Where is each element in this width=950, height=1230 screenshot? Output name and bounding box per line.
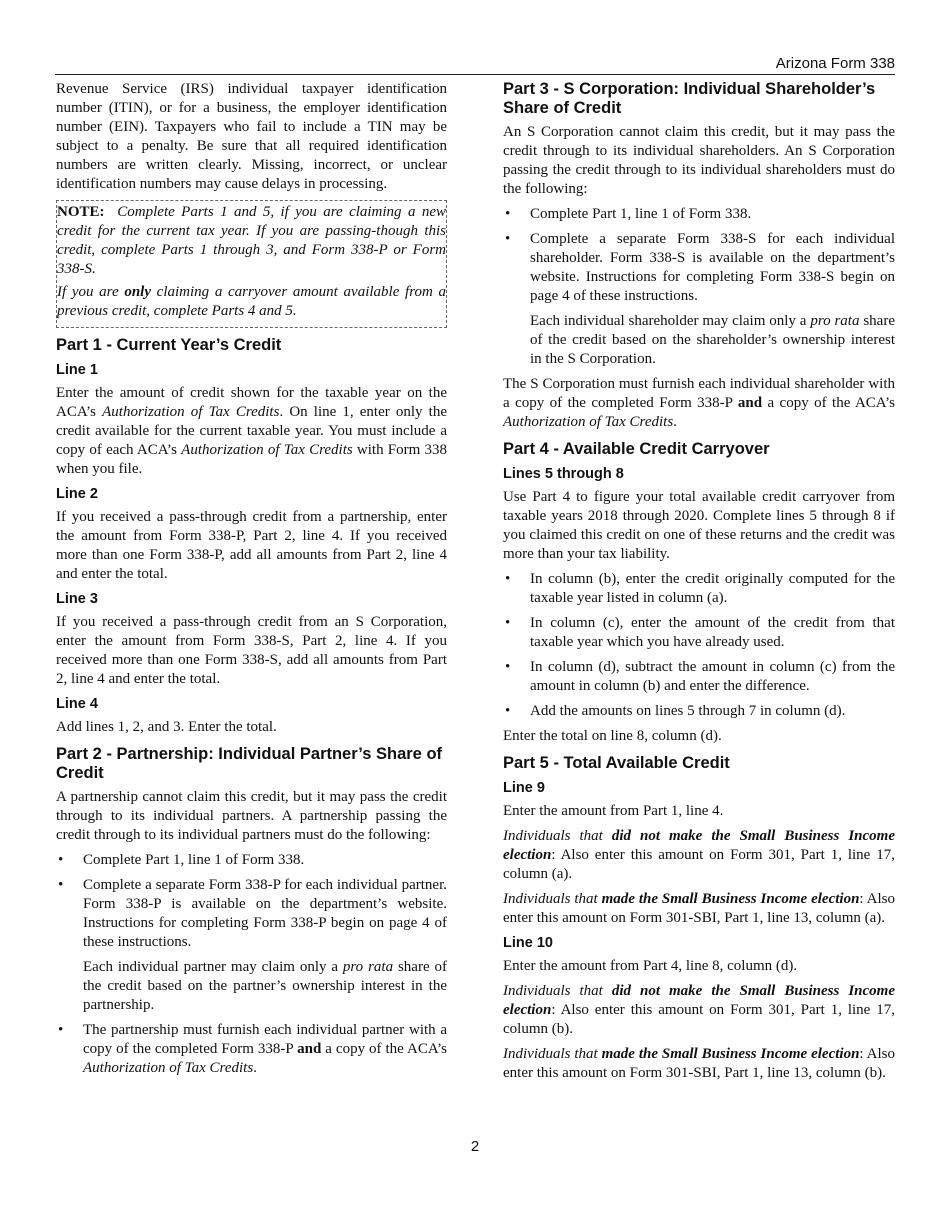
part2-title: Part 2 - Partnership: Individual Partner’s Share of Credit: [56, 745, 443, 782]
note-text-2b: only: [124, 284, 151, 300]
right-column: [503, 80, 895, 1089]
list-item: • In column (b), enter the credit originally computed for the taxable year listed in column (a).: [505, 571, 895, 606]
part1-title: Part 1 - Current Year’s Credit: [56, 336, 282, 354]
part2-sub-paragraph: Each individual partner may claim only a pro rata share of the credit based on the partner’s ownership interest in the partnership.: [83, 959, 447, 1013]
part3-closing: The S Corporation must furnish each individual shareholder with a copy of the completed Form 338-P and a copy of the ACA’s Authorization of Tax Credits.: [503, 376, 895, 430]
header-rule: [55, 74, 895, 75]
line2-text: If you received a pass-through credit from a partnership, enter the amount from Form 338-P, Part 2, line 4. If you received more than one Form 338-P, add all amounts from Part 2, line 4 and enter the total.: [56, 509, 447, 582]
note-text-2a: If you are: [57, 284, 125, 300]
part2-intro: A partnership cannot claim this credit, but it may pass the credit through to its individual partners. A partnership passing the credit through to its individual partners must do the following:: [56, 789, 447, 843]
part5-title: Part 5 - Total Available Credit: [503, 754, 730, 772]
line3-text: If you received a pass-through credit from an S Corporation, enter the amount from Form 338-S, Part 2, line 4. If you received more than one Form 338-S, add all amounts from Part 2, line 4 and enter the total.: [56, 614, 447, 687]
line1-text: Enter the amount of credit shown for the taxable year on the ACA’s Authorization of Tax Credits. On line 1, enter only the credit available for the current taxable year. You must include a copy of each ACA’s Authorization of Tax Credits with Form 338 when you file.: [56, 385, 447, 477]
list-item: • In column (c), enter the amount of the credit from that taxable year which you have already used.: [505, 615, 895, 650]
part4-list: [503, 570, 895, 721]
line1-heading: Line 1: [56, 362, 98, 378]
list-item: • Complete Part 1, line 1 of Form 338.: [505, 206, 752, 222]
part4-intro: Use Part 4 to figure your total available credit carryover from taxable years 2018 through 2020. Complete lines 5 through 8 if you claimed this credit on one of these returns and the credit was more than your tax liability.: [503, 489, 895, 562]
list-item: • In column (d), subtract the amount in column (c) from the amount in column (b) and enter the difference.: [505, 659, 895, 694]
line9-no-election: Individuals that did not make the Small Business Income election: Also enter this amount on Form 301, Part 1, line 17, column (a).: [503, 828, 895, 882]
list-item: • The partnership must furnish each individual partner with a copy of the completed Form 338-P and a copy of the ACA’s Authorization of Tax Credits.: [58, 1022, 447, 1076]
note-text-2c: claiming a carryover amount available from a previous credit, complete Parts 4 and 5.: [57, 284, 446, 319]
line10-heading: Line 10: [503, 935, 553, 951]
line9-heading: Line 9: [503, 780, 545, 796]
list-item: • Complete a separate Form 338-P for each individual partner. Form 338-P is available on the department’s website. Instructions for completing Form 338-P begin on page 4 of these instructions. Each individual partner may claim only a pro rata share of the credit based on the partner’s ownership interest in the partnership.: [58, 877, 447, 1013]
note-box: [56, 200, 447, 328]
line4-text: Add lines 1, 2, and 3. Enter the total.: [56, 719, 277, 735]
list-item: • Complete Part 1, line 1 of Form 338.: [58, 852, 305, 868]
list-item: • Add the amounts on lines 5 through 7 in column (d).: [505, 703, 846, 719]
part4-title: Part 4 - Available Credit Carryover: [503, 440, 770, 458]
part4-closing: Enter the total on line 8, column (d).: [503, 728, 722, 744]
list-item: • Complete a separate Form 338-S for each individual shareholder. Form 338-S is available on the department’s website. Instructions for completing Form 338-S begin on page 4 of these instructions. Each individual shareholder may claim only a pro rata share of the credit based on the shareholder’s ownership interest in the S Corporation.: [505, 231, 895, 367]
line10-no-election: Individuals that did not make the Small Business Income election: Also enter this amount on Form 301, Part 1, line 17, column (b).: [503, 983, 895, 1037]
form-title-header: Arizona Form 338: [775, 55, 895, 72]
line10-election: Individuals that made the Small Business Income election: Also enter this amount on Form 301-SBI, Part 1, line 13, column (b).: [503, 1046, 895, 1081]
intro-paragraph: Revenue Service (IRS) individual taxpayer identification number (ITIN), or for a business, the employer identification number (EIN). Taxpayers who fail to include a TIN may be subject to a penalty. Be sure that all required identification numbers are written clearly. Missing, incorrect, or unclear identification numbers may cause delays in processing.: [56, 81, 447, 192]
note-text-1: Complete Parts 1 and 5, if you are claiming a new credit for the current tax year. If you are passing-though this credit, complete Parts 1 through 3, and Form 338-P or Form 338-S.: [57, 204, 446, 277]
part3-title: Part 3 - S Corporation: Individual Shareholder’s Share of Credit: [503, 80, 876, 117]
part2-list: [56, 851, 447, 1078]
part3-sub-paragraph: Each individual shareholder may claim only a pro rata share of the credit based on the shareholder’s ownership interest in the S Corporation.: [530, 313, 895, 367]
part3-list: [503, 205, 895, 369]
note-paragraph-2: [57, 283, 446, 321]
lines5-8-heading: Lines 5 through 8: [503, 466, 624, 482]
part3-intro: An S Corporation cannot claim this credit, but it may pass the credit through to its individual shareholders. An S Corporation passing the credit through to its individual shareholders must do the following:: [503, 124, 895, 197]
left-column: [56, 80, 447, 1084]
line9-text: Enter the amount from Part 1, line 4.: [503, 803, 724, 819]
note-label: NOTE:: [57, 204, 105, 220]
line4-heading: Line 4: [56, 696, 98, 712]
page-number: 2: [470, 1138, 480, 1155]
line2-heading: Line 2: [56, 486, 98, 502]
line3-heading: Line 3: [56, 591, 98, 607]
line10-text: Enter the amount from Part 4, line 8, column (d).: [503, 958, 798, 974]
line9-election: Individuals that made the Small Business Income election: Also enter this amount on Form 301-SBI, Part 1, line 13, column (a).: [503, 891, 895, 926]
note-paragraph-1: [57, 203, 446, 279]
